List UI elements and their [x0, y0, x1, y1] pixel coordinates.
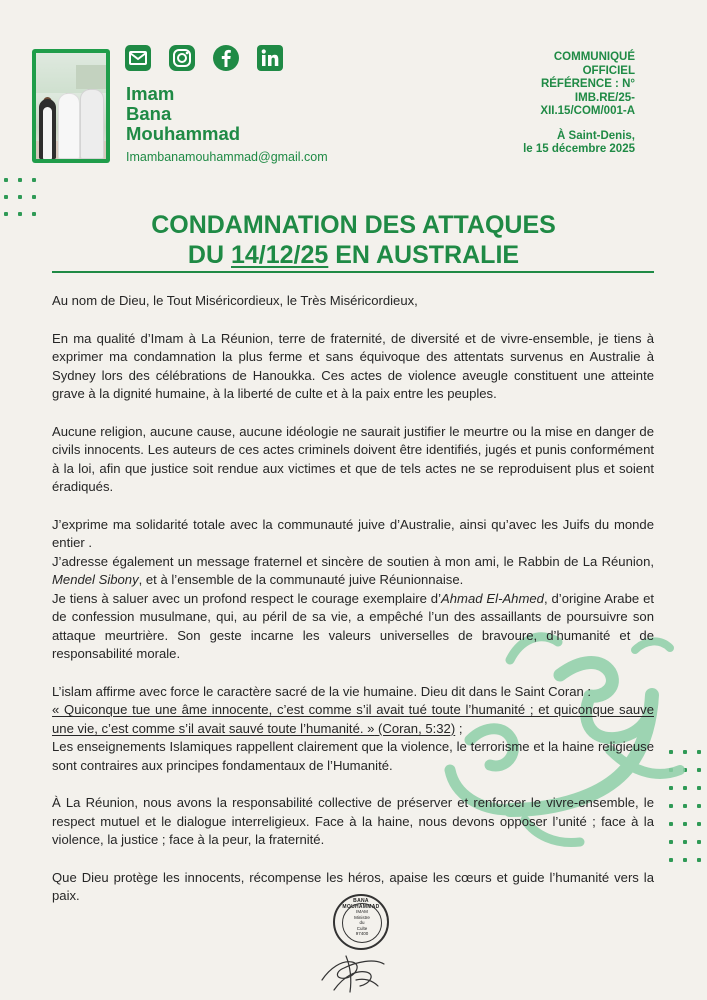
author-email[interactable]: Imambanamouhammad@gmail.com: [126, 150, 328, 164]
date-line: le 15 décembre 2025: [523, 143, 635, 155]
reference-line: XII.15/COM/001-A: [540, 105, 635, 117]
rabbi-name: Mendel Sibony: [52, 572, 139, 587]
name-line: Bana: [126, 103, 172, 124]
social-links: [124, 44, 284, 72]
name-line: Imam: [126, 83, 175, 104]
salutation: Au nom de Dieu, le Tout Miséricordieux, le Très Miséricordieux,: [52, 293, 418, 308]
signature: [316, 950, 390, 996]
reference-line: COMMUNIQUÉ: [553, 51, 635, 63]
reference-line: OFFICIEL: [582, 64, 635, 77]
reference-block: [505, 51, 635, 157]
quran-reference: (Coran, 5:32): [374, 720, 456, 736]
facebook-icon[interactable]: [212, 44, 240, 72]
decorative-dots-right: [669, 750, 707, 880]
paragraph-2: Aucune religion, aucune cause, aucune idéologie ne saurait justifier le meurtre ou la mise en danger de civils innocents. Les auteurs de ces actes criminels doivent être identifiés, jugés et punis conformément à la loi, afin que justice soit rendue aux victimes et que de tels actes ne se reproduisent plus et soient éradiqués.: [52, 423, 654, 494]
reference-line: RÉFÉRENCE : N°: [540, 78, 635, 90]
title-divider: [52, 271, 654, 273]
solidarity-text: J’exprime ma solidarité totale avec la communauté juive d’Australie, ainsi qu’avec les Juifs du monde entier .: [52, 516, 654, 550]
paragraph-5: À La Réunion, nous avons la responsabilité collective de préserver et renforcer le vivre-ensemble, le respect mutuel et le dialogue interreligieux. Face à la haine, nous devons opposer l’unité ; face à la violence, la justice ; face à la peur, la fraternité.: [52, 795, 654, 847]
place-line: À Saint-Denis,: [557, 129, 635, 142]
author-name: [126, 84, 266, 144]
title-line-2: DU 14/12/25 EN AUSTRALIE: [187, 241, 520, 269]
letter-body: [52, 292, 654, 925]
quran-quote: « Quiconque tue une âme innocente, c’est comme s’il avait tué toute l’humanité ; et quiconque sauve une vie, c’est comme s’il avait sauvé toute l’humanité. » (Coran, 5:32): [52, 702, 654, 736]
stamp-top-text: BANA MOUHAMMAD: [342, 898, 380, 910]
title-date: 14/12/25: [230, 241, 329, 269]
reference-line: IMB.RE/25-: [574, 91, 635, 104]
mail-icon[interactable]: [124, 44, 152, 72]
hero-name: Ahmad El-Ahmed: [441, 590, 544, 606]
linkedin-icon[interactable]: [256, 44, 284, 72]
profile-photo-frame: [32, 49, 110, 163]
paragraph-3: J’exprime ma solidarité totale avec la communauté juive d’Australie, ainsi qu’avec les Juifs du monde entier . J’adresse également un message fraternel et sincère de soutien à mon ami, le Rabbin de La Réunion, Mendel Sibony, et à l’ensemble de la communauté juive Réunionnaise. Je tiens à saluer avec un profond respect le courage exemplaire d’Ahmad El-Ahmed, d’origine Arabe et de confession musulmane, qui, au péril de sa vie, a empêché l’un des assaillants de poursuivre son attaque meurtrière. Son geste incarne les valeurs universelles de bravoure, d’humanité et de responsabilité morale.: [52, 516, 655, 661]
document-title: [0, 210, 707, 270]
name-line: Mouhammad: [126, 123, 241, 144]
title-line-1: CONDAMNATION DES ATTAQUES: [151, 211, 556, 239]
profile-photo: [36, 53, 106, 159]
paragraph-6: Que Dieu protège les innocents, récompense les héros, apaise les cœurs et guide l’humanité vers la paix.: [52, 869, 654, 903]
instagram-icon[interactable]: [168, 44, 196, 72]
paragraph-1: En ma qualité d’Imam à La Réunion, terre de fraternité, de diversité et de vivre-ensemble, je tiens à exprimer ma condamnation la plus ferme et sans équivoque des attentats survenus en Australie à Sydney lors des célébrations de Hanoukka. Ces actes de violence aveugle constituent une atteinte grave à la dignité humaine, à la liberté de culte et à la paix entre les peuples.: [52, 330, 654, 401]
paragraph-4: L’islam affirme avec force le caractère sacré de la vie humaine. Dieu dit dans le Saint Coran : « Quiconque tue une âme innocente, c’est comme s’il avait tué toute l’humanité ; et quiconque sauve une vie, c’est comme s’il avait sauvé toute l’humanité. » (Coran, 5:32) ; Les enseignements Islamiques rappellent clairement que la violence, le terrorisme et la haine religieuse sont contraires aux principes fondamentaux de l’Humanité.: [52, 683, 654, 773]
official-stamp: BANA MOUHAMMAD IMAM Ministre du Culte 97400: [333, 894, 389, 950]
